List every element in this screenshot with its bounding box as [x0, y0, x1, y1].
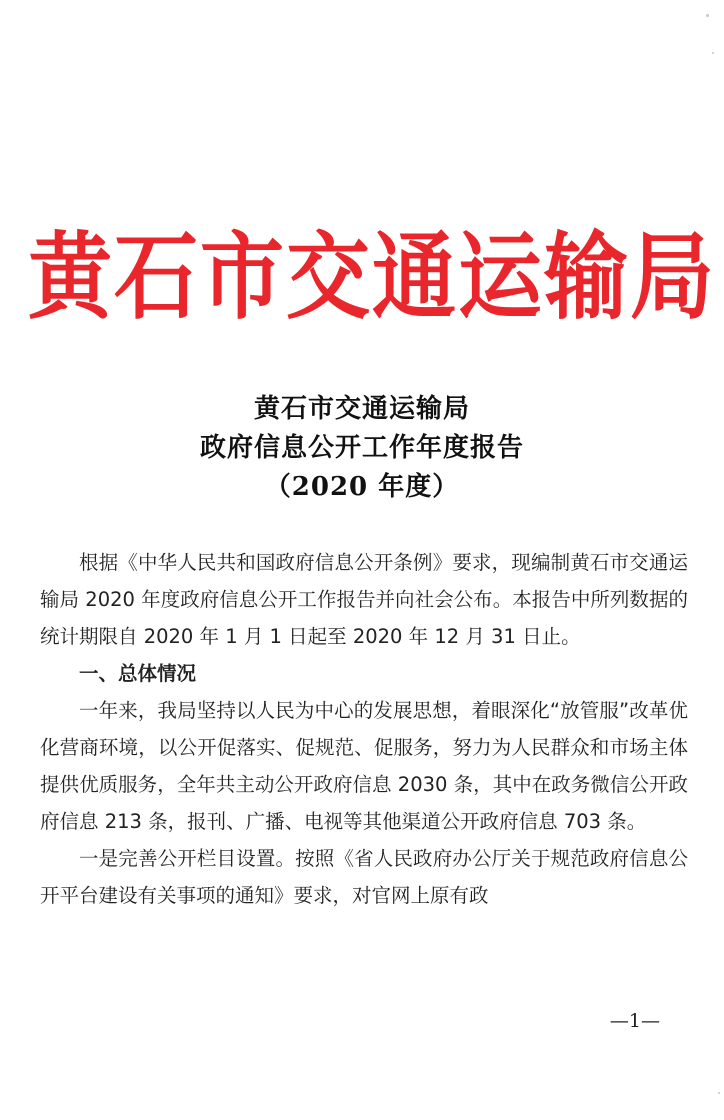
intro-paragraph: 根据《中华人民共和国政府信息公开条例》要求，现编制黄石市交通运输局 2020 年度政府信息公开工作报告并向社会公布。本报告中所列数据的统计期限自 2020 年 1 月 1 日起至 2020 年 12 月 31 日止。	[40, 551, 688, 648]
report-title	[0, 390, 724, 507]
scan-speck	[706, 14, 709, 17]
item-paragraph: 一是完善公开栏目设置。按照《省人民政府办公厅关于规范政府信息公开平台建设有关事项的通知》要求，对官网上原有政	[40, 847, 688, 907]
scan-speck	[718, 1092, 720, 1094]
title-line-agency: 黄石市交通运输局	[253, 394, 470, 424]
overview-paragraph: 一年来，我局坚持以人民为中心的发展思想，着眼深化“放管服”改革优化营商环境，以公开促落实、促规范、促服务，努力为人民群众和市场主体提供优质服务，全年共主动公开政府信息 2030 条，其中在政务微信公开政府信息 213 条，报刊、广播、电视等其他渠道公开政府信息 703 条。	[40, 699, 688, 833]
report-body	[40, 544, 688, 914]
page-number: —1—	[609, 1010, 660, 1032]
title-line-year: （2020 年度）	[264, 472, 460, 502]
scan-speck	[712, 52, 714, 54]
title-line-report: 政府信息公开工作年度报告	[199, 433, 524, 463]
red-masthead: 黄石市交通运输局	[28, 221, 717, 332]
section-heading: 一、总体情况	[79, 662, 197, 685]
